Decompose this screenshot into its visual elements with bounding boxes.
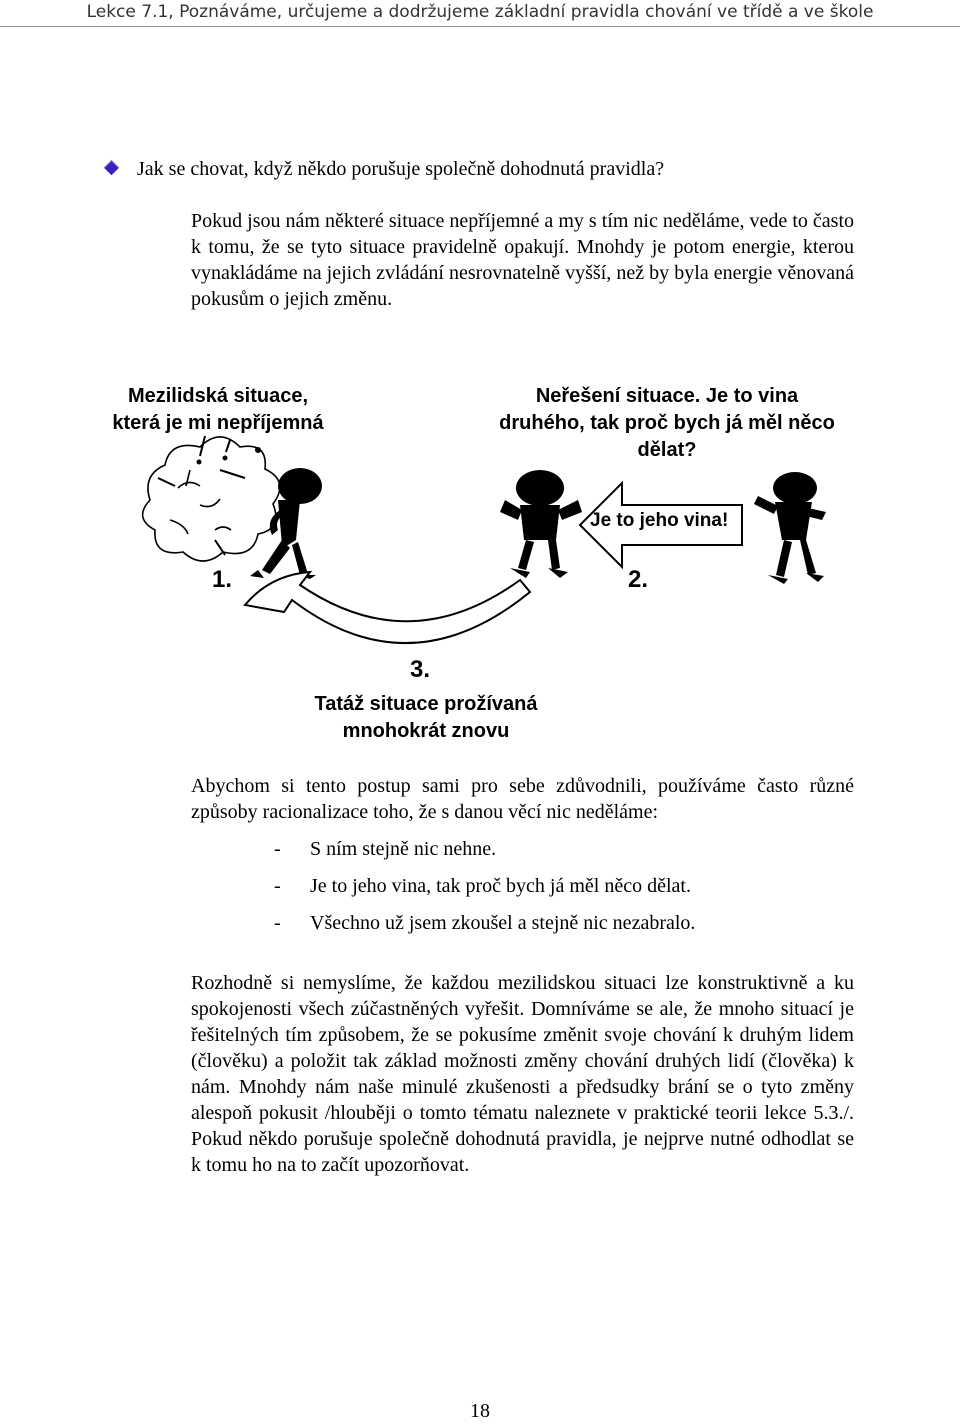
intro-paragraph: Pokud jsou nám některé situace nepříjemné a my s tím nic neděláme, vede to často k tomu, že se tyto situace pravidelně opakují. Mnohdy je potom energie, kterou vynakládáme na jejich zvládání nesrovnatelně vyšší, než by byla energie věnovaná pokusům o jejich změnu. [191,210,854,310]
diagram-label-3: Tatáž situace prožívaná mnohokrát znovu [314,693,538,742]
list-item: - Všechno už jsem zkoušel a stejně nic nezabralo. [274,912,696,934]
worried-person-figure [250,468,322,579]
step-number-2: 2. [628,566,649,593]
step-number-1: 1. [212,566,233,593]
closing-paragraph: Rozhodně si nemyslíme, že každou mezilidskou situaci lze konstruktivně a ku spokojenosti všech zúčastněných vyřešit. Domníváme se ale, že mnoho situací je řešitelných tím způsobem, že se pokusíme změnit svoje chování k druhým lidem (člověku) a položit tak základ možnosti změny chování druhých lidí (člověka) k nám. Mnohdy nám naše minulé zkušenosti a předsudky brání se o tyto změny alespoň pokusit /hlouběji o tomto tématu naleznete v praktické teorii lekce 5.3./. Pokud někdo porušuje společně dohodnutá pravidla, je nejprve nutné odhodlat se k tomu ho na to začít upozorňovat. [191,972,854,1176]
step-number-3: 3. [410,656,431,683]
conflict-cloud-icon [143,437,280,561]
exclamation-marks-icon [158,436,260,555]
diagram-label-2: Neřešení situace. Je to vina druhého, tak proč bych já měl něco dělat? [499,385,835,461]
shrugging-person-figure [500,470,582,578]
pointing-person-figure [754,472,826,584]
question-text: Jak se chovat, když někdo porušuje společně dohodnutá pravidla? [137,158,665,180]
rationalization-intro: Abychom si tento postup sami pro sebe zdůvodnili, používáme často různé způsoby racionalizace toho, že s danou věcí nic neděláme: [191,775,854,823]
list-item: - Je to jeho vina, tak proč bych já měl něco dělat. [274,875,691,897]
cycle-arrow-icon [245,572,530,643]
diagram-label-1: Mezilidská situace, která je mi nepříjemná [112,385,324,434]
page-number: 18 [470,1400,490,1422]
rationalization-list [274,836,834,947]
list-item: - S ním stejně nic nehne. [274,838,497,860]
arrow-text: Je to jeho vina! [590,510,729,531]
page-header: Lekce 7.1, Poznáváme, určujeme a dodržujeme základní pravidla chování ve třídě a ve škole [0,0,960,27]
